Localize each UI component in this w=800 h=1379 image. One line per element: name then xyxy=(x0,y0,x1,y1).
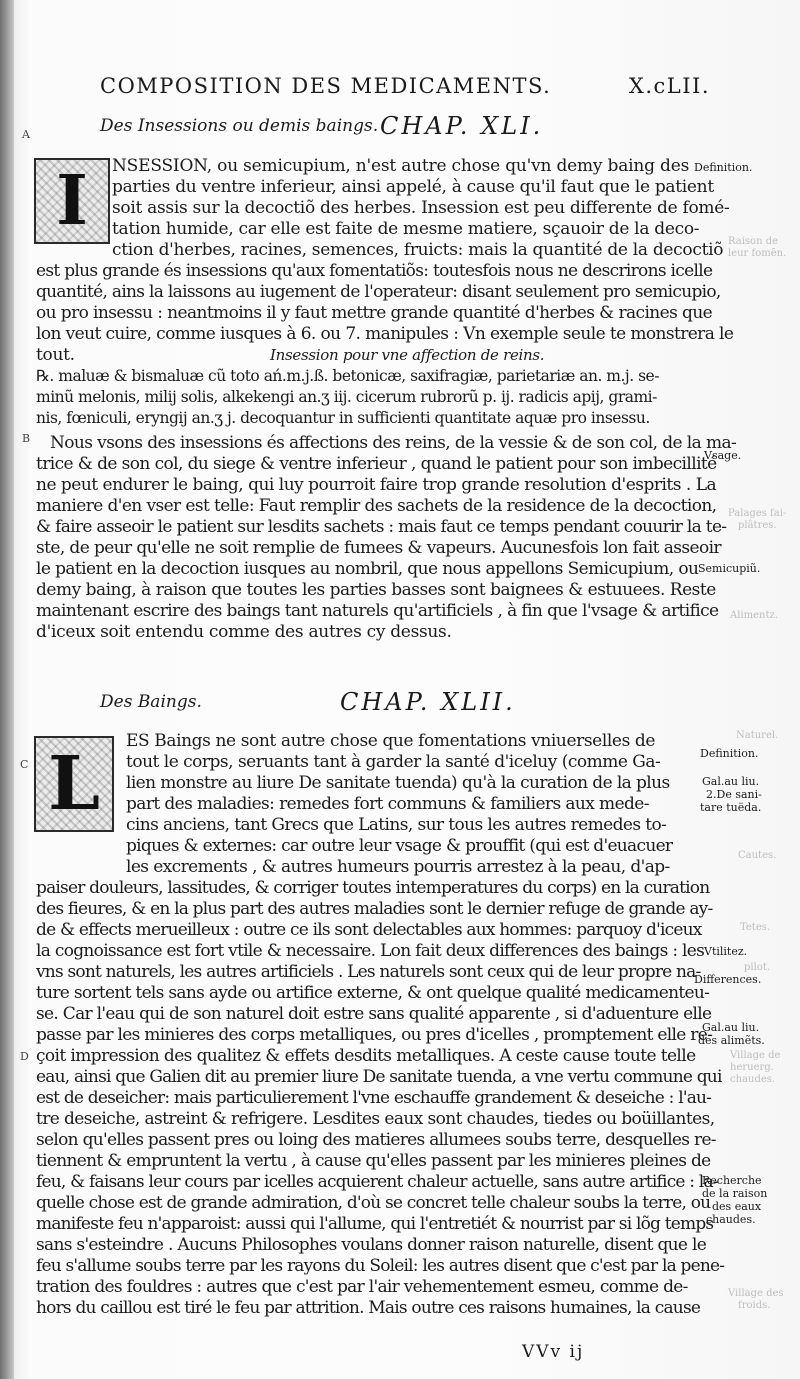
text-line: tiennent & empruntent la vertu , à cause qu'elles passent par les minieres pleines de xyxy=(36,1151,711,1171)
show-through-text: heruerg. xyxy=(730,1062,774,1073)
text-line: ou pro insessu : neantmoins il y faut mettre grande quantité d'herbes & racines que xyxy=(36,303,713,323)
margin-note-differences: Differences. xyxy=(694,973,762,986)
drop-cap-initial-l: L xyxy=(34,736,114,832)
running-head xyxy=(100,74,710,104)
text-line: sans s'esteindre . Aucuns Philosophes voulans donner raison naturelle, disent que le xyxy=(36,1235,707,1255)
signature-mark: VVv ij xyxy=(522,1342,585,1362)
show-through-text: Cautes. xyxy=(738,850,777,861)
text-line: manifeste feu n'apparoist: aussi qui l'allume, qui l'entretiét & nourrist par si lõg temps xyxy=(36,1214,714,1234)
text-line: ture sortent tels sans ayde ou artifice externe, & ont quelque qualité medicamenteu- xyxy=(36,983,710,1003)
text-line: demy baing, à raison que toutes les parties basses sont baignees & estuuees. Reste xyxy=(36,580,716,600)
text-line: d'iceux soit entendu comme des autres cy dessus. xyxy=(36,622,452,642)
text-line: quelle chose est de grande admiration, d'où se concret telle chaleur soubs la terre, ou xyxy=(36,1193,711,1213)
margin-note-research: Recherche xyxy=(702,1174,762,1187)
show-through-text: pilot. xyxy=(744,962,771,973)
text-line: ction d'herbes, racines, semences, fruicts: mais la quantité de la decoctiõ xyxy=(112,240,724,260)
margin-note-research: chaudes. xyxy=(706,1213,756,1226)
section-letter-a: A xyxy=(22,128,30,141)
text-line: lon veut cuire, comme iusques à 6. ou 7. manipules : Vn exemple seule te monstrera le xyxy=(36,324,734,344)
chapter-41-number: CHAP. XLI. xyxy=(380,112,544,140)
text-line: ste, de peur qu'elle ne soit remplie de fumees & vapeurs. Aucunesfois lon fait asseoir xyxy=(36,538,721,558)
chapter-42-heading xyxy=(100,688,660,718)
margin-note-usage: Vsage. xyxy=(704,449,742,462)
margin-note-research: des eaux xyxy=(712,1200,762,1213)
drop-cap-initial-i: I xyxy=(34,158,110,244)
text-line: les excrements , & autres humeurs pourris arrestez à la peau, d'ap- xyxy=(126,857,670,877)
text-line: la cognoissance est fort vtile & necessaire. Lon fait deux differences des baings : les xyxy=(36,941,705,961)
text-line: çoit impression des qualitez & effets desdits metalliques. A ceste cause toute telle xyxy=(36,1046,696,1066)
text-line: soit assis sur la decoctiõ des herbes. Insession est peu differente de fomé- xyxy=(112,198,730,218)
margin-note-utilities: Vtilitez. xyxy=(704,945,748,958)
text-line: parties du ventre inferieur, ainsi appelé, à cause qu'il faut que le patient xyxy=(112,177,714,197)
text-line: tration des fouldres : autres que c'est par l'air vehementement esmeu, comme de- xyxy=(36,1277,688,1297)
text-line: maniere d'en vser est telle: Faut remplir des sachets de la residence de la decoction, xyxy=(36,496,717,516)
margin-note-research: de la raison xyxy=(702,1187,768,1200)
section-letter-c: C xyxy=(20,758,29,771)
show-through-text: chaudes. xyxy=(730,1074,776,1085)
chapter-42-number: CHAP. XLII. xyxy=(340,688,516,716)
text-line: tre deseiche, astreint & refrigere. Lesdites eaux sont chaudes, tiedes ou boüillantes, xyxy=(36,1109,715,1129)
binding-shadow xyxy=(0,0,14,1379)
folio-number: X.cLII. xyxy=(628,74,710,98)
prescription-line: ℞. maluæ & bismaluæ cũ toto ań.m.j.ß. betonicæ, saxifragiæ, parietariæ an. m.j. se- xyxy=(36,367,659,385)
text-line: ne peut endurer le baing, qui luy pourroit faire trop grande resolution d'esprits . La xyxy=(36,475,717,495)
text-line: feu, & faisans leur cours par icelles acquierent chaleur actuelle, sans autre artifice : la- xyxy=(36,1172,718,1192)
margin-note-galen-ref: Gal.au liu. xyxy=(702,775,760,788)
prescription-line: minũ melonis, milij solis, alkekengi an.ʒ iij. cicerum rubrorũ p. ij. radicis apij, grami- xyxy=(36,388,657,406)
show-through-text: Naturel. xyxy=(736,730,779,741)
text-line: maintenant escrire des baings tant naturels qu'artificiels , à fin que l'vsage & artifice xyxy=(36,601,719,621)
text-line: vns sont naturels, les autres artificiels . Les naturels sont ceux qui de leur propre na- xyxy=(36,962,701,982)
text-line: se. Car l'eau qui de son naturel doit estre sans qualité apparente , si d'aduenture elle xyxy=(36,1004,712,1024)
text-line: eau, ainsi que Galien dit au premier liure De sanitate tuenda, a vne vertu commune qui xyxy=(36,1067,722,1087)
text-line: feu s'allume soubs terre par les rayons du Soleil: les autres disent que c'est par la pene- xyxy=(36,1256,725,1276)
text-line: tout le corps, seruants tant à garder la santé d'iceluy (comme Ga- xyxy=(126,752,661,772)
section-letter-b: B xyxy=(22,432,31,445)
margin-note-galen-ref: 2.De sani- xyxy=(706,788,762,801)
margin-note-galen-ref: des alimẽts. xyxy=(698,1034,765,1047)
margin-note-definition: Definition. xyxy=(700,747,759,760)
example-heading: Insession pour vne affection de reins. xyxy=(270,346,545,364)
running-head-title: COMPOSITION DES MEDICAMENTS. xyxy=(100,74,552,98)
show-through-text: plâtres. xyxy=(738,520,777,531)
text-line: NSESSION, ou semicupium, n'est autre chose qu'vn demy baing des xyxy=(112,156,690,176)
show-through-text: froids. xyxy=(738,1300,771,1311)
text-line: trice & de son col, du siege & ventre inferieur , quand le patient pour son imbecillité xyxy=(36,454,717,474)
text-line: selon qu'elles passent pres ou loing des matieres allumees soubs terre, desquelles re- xyxy=(36,1130,716,1150)
show-through-text: leur fomẽn. xyxy=(728,248,787,259)
text-line: hors du caillou est tiré le feu par attrition. Mais outre ces raisons humaines, la cause xyxy=(36,1298,701,1318)
text-line: lien monstre au liure De sanitate tuenda) qu'à la curation de la plus xyxy=(126,773,670,793)
chapter-42-subtitle: Des Baings. xyxy=(100,692,202,712)
text-line: & faire asseoir le patient sur lesdits sachets : mais faut ce temps pendant couurir la te- xyxy=(36,517,727,537)
margin-note-galen-ref: Gal.au liu. xyxy=(702,1021,760,1034)
show-through-text: Alimentz. xyxy=(730,610,778,621)
text-line: des fieures, & en la plus part des autres maladies sont le dernier refuge de grande ay- xyxy=(36,899,713,919)
chapter-41-heading xyxy=(100,112,660,142)
text-line: tout. xyxy=(36,345,75,365)
margin-note-definition: Definition. xyxy=(694,161,753,174)
margin-note-semicupium: Semicupiũ. xyxy=(698,562,761,575)
margin-note-galen-ref: tare tuëda. xyxy=(700,801,762,814)
show-through-text: Village de xyxy=(730,1050,781,1061)
show-through-text: Tetes. xyxy=(740,922,771,933)
text-line: piques & externes: car outre leur vsage & prouffit (qui est d'euacuer xyxy=(126,836,673,856)
text-line: ES Baings ne sont autre chose que fomentations vniuerselles de xyxy=(126,731,656,751)
chapter-41-subtitle: Des Insessions ou demis baings. xyxy=(100,116,379,136)
show-through-text: Palages fai- xyxy=(728,508,787,519)
text-line: est plus grande és insessions qu'aux fomentatiõs: toutesfois nous ne descrirons icelle xyxy=(36,261,713,281)
text-line: quantité, ains la laissons au iugement de l'operateur: disant seulement pro semicupio, xyxy=(36,282,721,302)
text-line: de & effects merueilleux : outre ce ils sont delectables aux hommes: parquoy d'iceux xyxy=(36,920,702,940)
text-line: est de deseicher: mais particulierement l'vne eschauffe grandement & deseiche : l'au- xyxy=(36,1088,712,1108)
prescription-line: nis, fœniculi, eryngij an.ʒ j. decoquantur in sufficienti quantitate aquæ pro insessu. xyxy=(36,409,650,427)
text-line: le patient en la decoction iusques au nombril, que nous appellons Semicupium, ou xyxy=(36,559,699,579)
text-line: tation humide, car elle est faite de mesme matiere, sçauoir de la deco- xyxy=(112,219,700,239)
show-through-text: Village des xyxy=(728,1288,784,1299)
section-letter-d: D xyxy=(20,1050,29,1063)
show-through-text: Raison de xyxy=(728,236,779,247)
text-line: Nous vsons des insessions és affections des reins, de la vessie & de son col, de la ma- xyxy=(50,433,737,453)
text-line: part des maladies: remedes fort communs & familiers aux mede- xyxy=(126,794,649,814)
text-line: passe par les minieres des corps metalliques, ou pres d'icelles , promptement elle re- xyxy=(36,1025,713,1045)
text-line: paiser douleurs, lassitudes, & corriger toutes intemperatures du corps) en la curation xyxy=(36,878,710,898)
text-line: cins anciens, tant Grecs que Latins, sur tous les autres remedes to- xyxy=(126,815,667,835)
